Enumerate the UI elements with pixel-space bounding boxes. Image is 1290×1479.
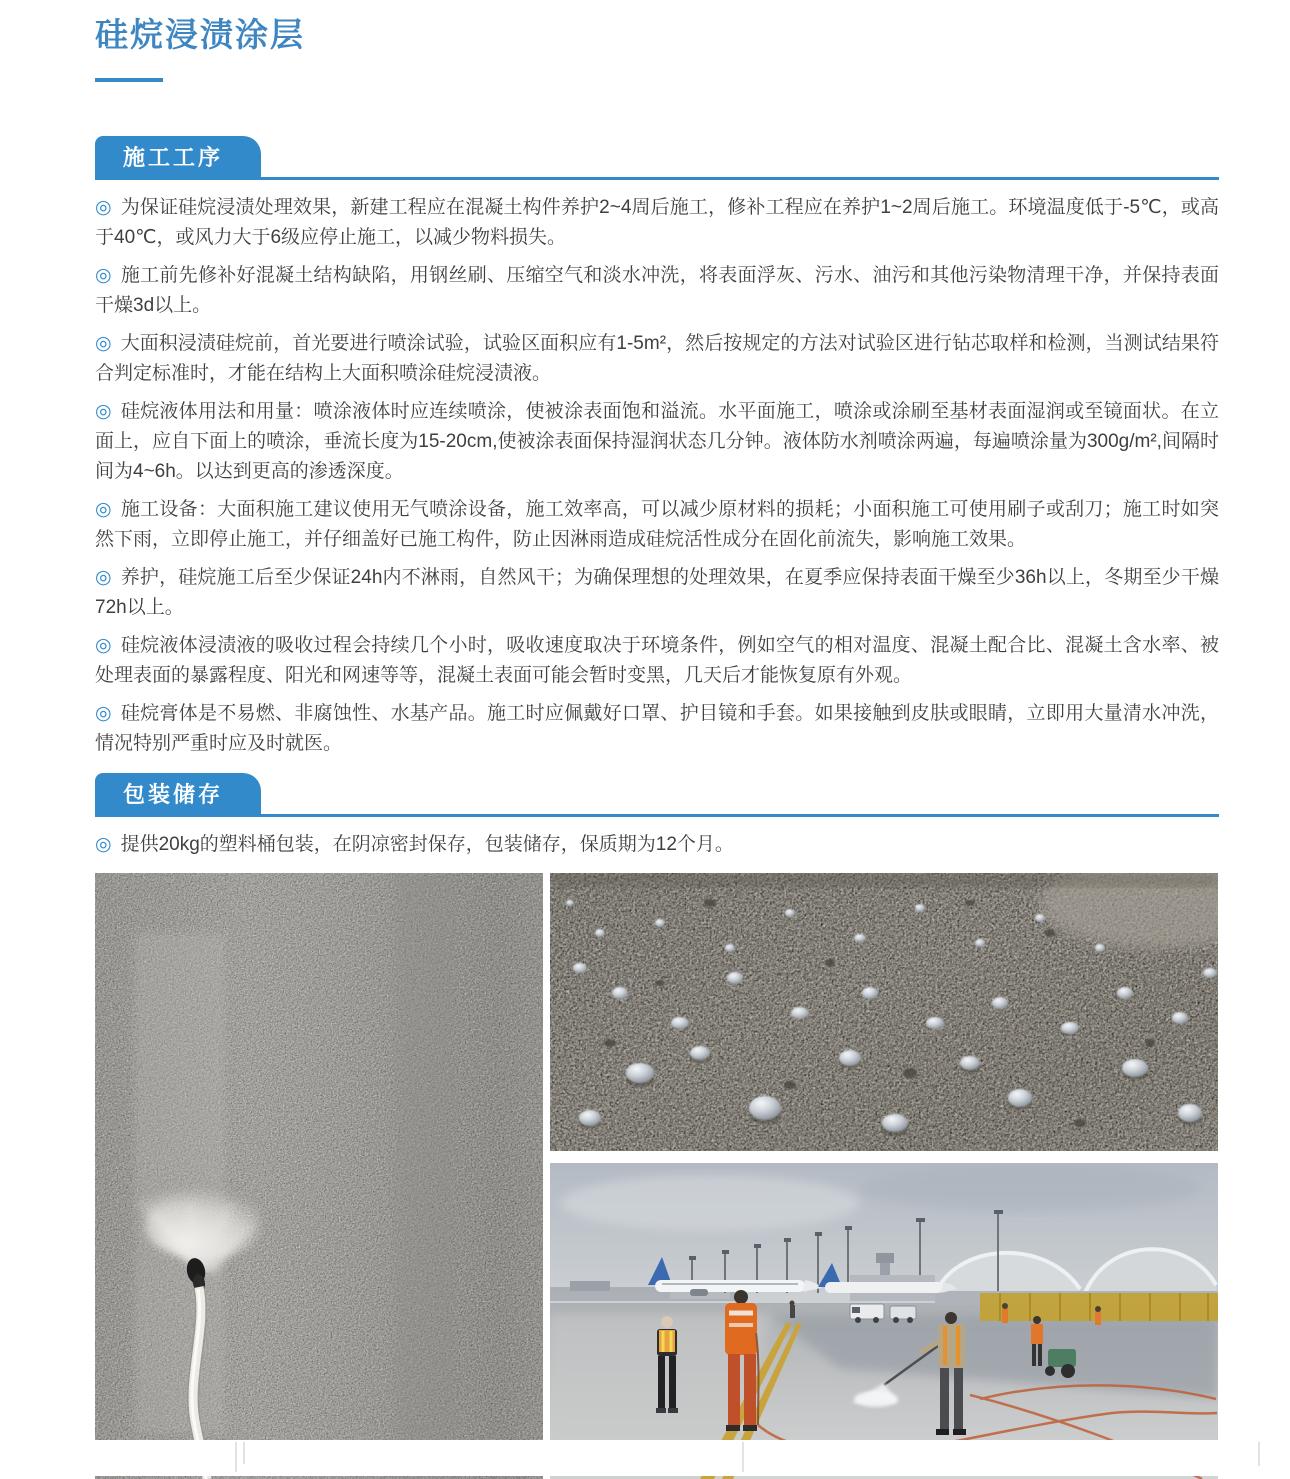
bullseye-bullet-icon: ◎ — [95, 333, 112, 354]
paragraph — [95, 830, 1219, 860]
photo-column-right — [550, 873, 1218, 1479]
bullseye-bullet-icon: ◎ — [95, 265, 112, 286]
paragraph — [95, 495, 1219, 555]
faint-artifact — [235, 1442, 237, 1472]
hydrophobic-droplets-photo — [550, 873, 1218, 1151]
faint-artifact — [1258, 1442, 1260, 1466]
page-title: 硅烷浸渍涂层 — [95, 16, 305, 53]
wall-spray-photo — [95, 873, 543, 1479]
paragraph-text: 硅烷膏体是不易燃、非腐蚀性、水基产品。施工时应佩戴好口罩、护目镜和手套。如果接触到皮肤或眼睛，立即用大量清水冲洗，情况特别严重时应及时就医。 — [95, 703, 1219, 754]
paragraph — [95, 563, 1219, 623]
faint-artifact — [742, 1442, 744, 1472]
paragraph-text: 硅烷液体浸渍液的吸收过程会持续几个小时，吸收速度取决于环境条件，例如空气的相对温度、混凝土配合比、混凝土含水率、被处理表面的暴露程度、阳光和网速等等，混凝土表面可能会暂时变黑，几天后才能恢复原有外观。 — [95, 635, 1219, 686]
bullseye-bullet-icon: ◎ — [95, 635, 112, 656]
paragraph — [95, 699, 1219, 759]
airport-apron-spraying-photo — [550, 1163, 1218, 1479]
bullseye-bullet-icon: ◎ — [95, 703, 112, 724]
bullseye-bullet-icon: ◎ — [95, 401, 112, 422]
paragraph-text: 养护，硅烷施工后至少保证24h内不淋雨，自然风干；为确保理想的处理效果，在夏季应保持表面干燥至少36h以上，冬期至少干燥72h以上。 — [95, 567, 1219, 618]
paragraph-text: 提供20kg的塑料桶包装，在阴凉密封保存，包装储存，保质期为12个月。 — [120, 834, 734, 855]
paragraph-text: 为保证硅烷浸渍处理效果，新建工程应在混凝土构件养护2~4周后施工，修补工程应在养护1~2周后施工。环境温度低于-5℃，或高于40℃，或风力大于6级应停止施工，以减少物料损失。 — [95, 197, 1219, 248]
paragraph — [95, 193, 1219, 253]
photo-gallery — [95, 873, 1219, 1479]
section-header-construction — [95, 136, 1219, 180]
bullseye-bullet-icon: ◎ — [95, 499, 112, 520]
paragraph-text: 施工设备：大面积施工建议使用无气喷涂设备，施工效率高，可以减少原材料的损耗；小面积施工可使用刷子或刮刀；施工时如突然下雨，立即停止施工，并仔细盖好已施工构件，防止因淋雨造成硅烷活性成分在固化前流失，影响施工效果。 — [95, 499, 1219, 550]
faint-artifact — [243, 1442, 245, 1464]
paragraph — [95, 261, 1219, 321]
section-header-packaging — [95, 773, 1219, 817]
bottom-margin-strip — [0, 1440, 1290, 1476]
paragraph-text: 硅烷液体用法和用量：喷涂液体时应连续喷涂，使被涂表面饱和溢流。水平面施工，喷涂或涂刷至基材表面湿润或至镜面状。在立面上，应自下面上的喷涂，垂流长度为15-20cm,使被涂表面保持湿润状态几分钟。液体防水剂喷涂两遍，每遍喷涂量为300g/m²,间隔时间为4~6h。以达到更高的渗透深度。 — [95, 401, 1219, 482]
bullseye-bullet-icon: ◎ — [95, 567, 112, 588]
title-underline — [95, 78, 163, 82]
paragraph — [95, 397, 1219, 487]
bullseye-bullet-icon: ◎ — [95, 834, 112, 855]
paragraph — [95, 329, 1219, 389]
bullseye-bullet-icon: ◎ — [95, 197, 112, 218]
section-tab-packaging: 包装储存 — [95, 773, 261, 815]
section-tab-construction: 施工工序 — [95, 136, 261, 178]
construction-paragraphs — [95, 193, 1219, 759]
paragraph — [95, 631, 1219, 691]
paragraph-text: 施工前先修补好混凝土结构缺陷，用钢丝刷、压缩空气和淡水冲洗，将表面浮灰、污水、油污和其他污染物清理干净，并保持表面干燥3d以上。 — [95, 265, 1219, 316]
packaging-paragraphs — [95, 830, 1219, 860]
paragraph-text: 大面积浸渍硅烷前，首光要进行喷涂试验，试验区面积应有1-5m²，然后按规定的方法对试验区进行钻芯取样和检测，当测试结果符合判定标准时，才能在结构上大面积喷涂硅烷浸渍液。 — [95, 333, 1219, 384]
